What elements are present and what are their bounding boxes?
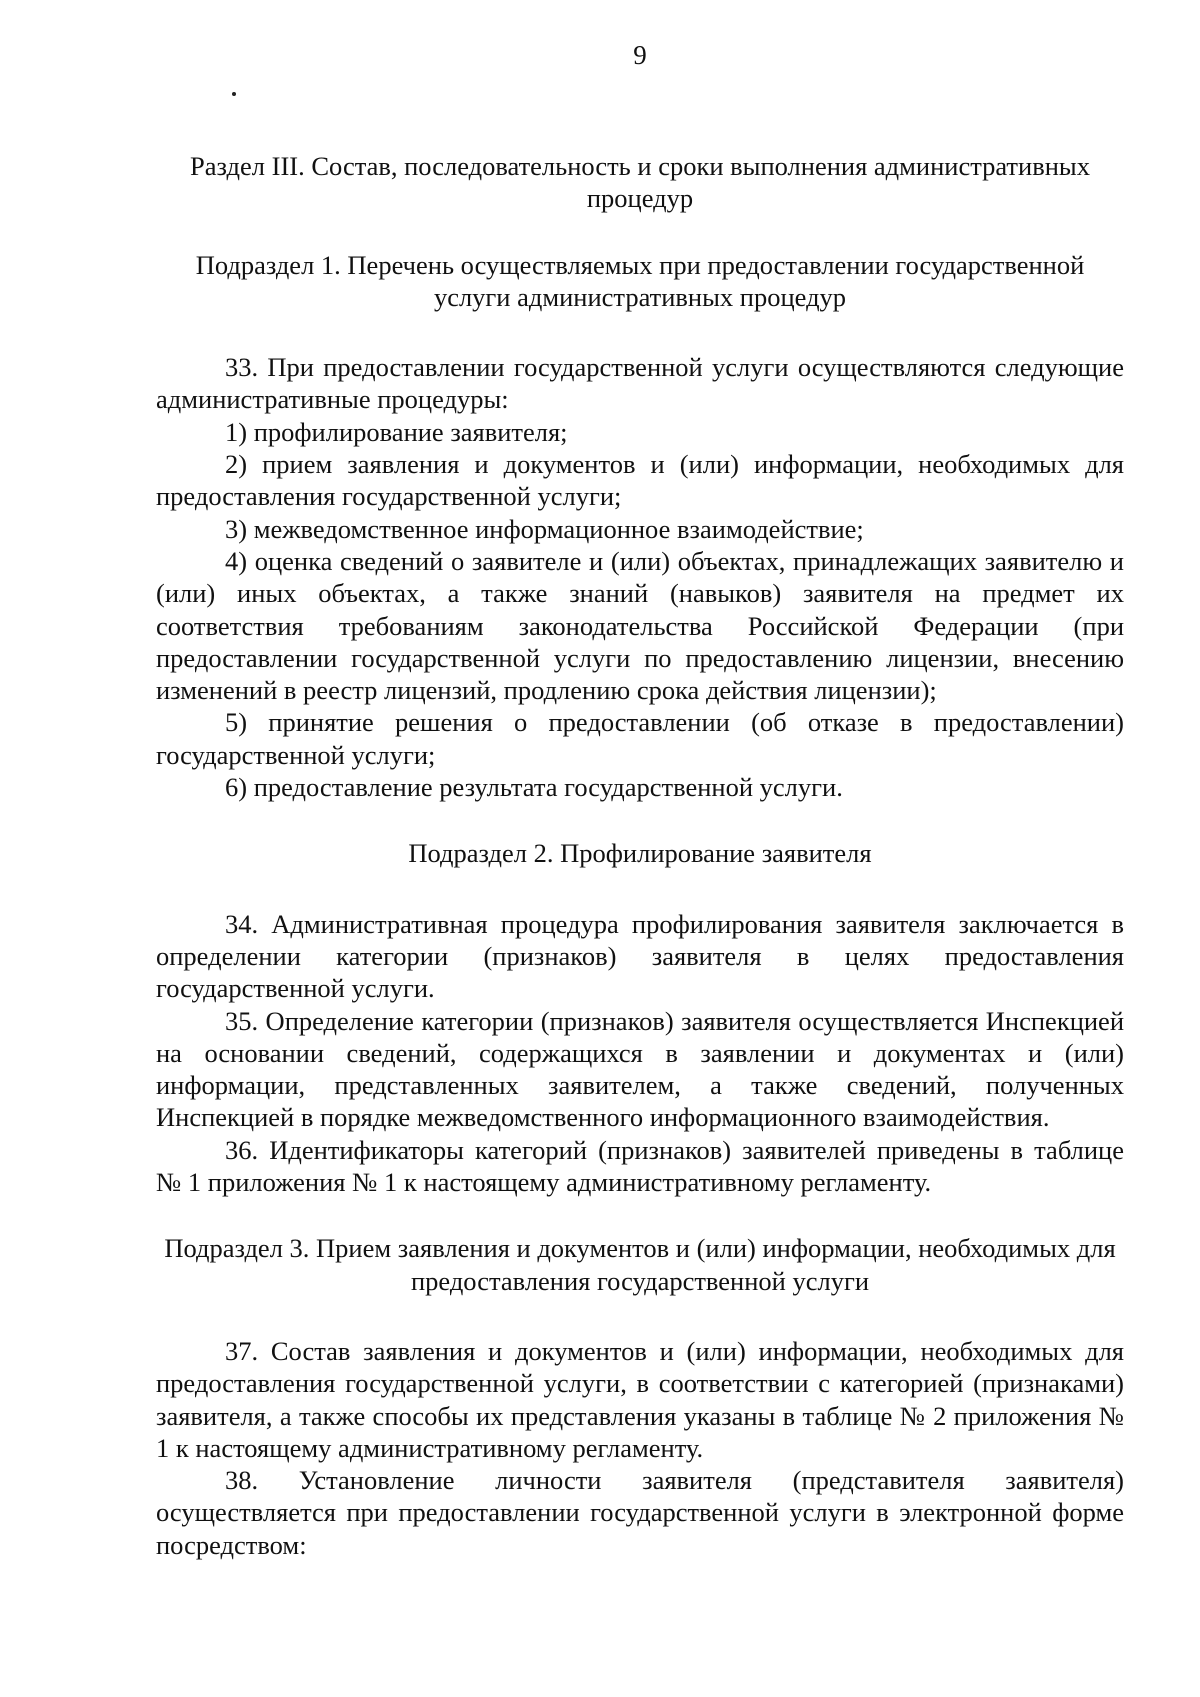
paragraph-33: 33. При предоставлении государственной услуги осуществляются следующие административные процедуры:: [156, 352, 1124, 415]
list-item: 3) межведомственное информационное взаимодействие;: [225, 513, 864, 544]
list-item: 5) принятие решения о предоставлении (об отказе в предоставлении) государственной услуги;: [156, 707, 1124, 770]
subsection-3-title: Подраздел 3. Прием заявления и документов и (или) информации, необходимых для предоставления государственной услуги: [164, 1233, 1116, 1296]
paragraph-34: 34. Административная процедура профилирования заявителя заключается в определении категории (признаков) заявителя в целях предоставления государственной услуги.: [156, 908, 1124, 1004]
document-body: [156, 150, 1124, 1561]
list-item: 4) оценка сведений о заявителе и (или) объектах, принадлежащих заявителю и (или) иных объектах, а также знаний (навыков) заявителя на предмет их соответствия требованиям законодательства Российской Федерации (при предоставлении государственной услуги по предоставлению лицензии, внесению изменений в реестр лицензий, продлению срока действия лицензии);: [156, 545, 1124, 706]
scan-speck: [232, 92, 236, 96]
paragraph-37: 37. Состав заявления и документов и (или) информации, необходимых для предоставления государственной услуги, в соответствии с категорией (признаками) заявителя, а также способы их представления указаны в таблице № 2 приложения № 1 к настоящему административному регламенту.: [156, 1335, 1124, 1463]
paragraph-36: 36. Идентификаторы категорий (признаков) заявителей приведены в таблице № 1 приложения № 1 к настоящему административному регламенту.: [156, 1134, 1124, 1198]
paragraph-38: 38. Установление личности заявителя (представителя заявителя) осуществляется при предоставлении государственной услуги в электронной форме посредством:: [156, 1465, 1124, 1560]
list-item: 2) прием заявления и документов и (или) информации, необходимых для предоставления государственной услуги;: [156, 449, 1124, 512]
paragraph-35: 35. Определение категории (признаков) заявителя осуществляется Инспекцией на основании сведений, содержащихся в заявлении и документах и (или) информации, представленных заявителем, а также сведений, полученных Инспекцией в порядке межведомственного информационного взаимодействия.: [156, 1005, 1124, 1133]
section-title: Раздел III. Состав, последовательность и сроки выполнения административных процедур: [190, 151, 1090, 214]
list-item: 6) предоставление результата государственной услуги.: [225, 772, 843, 803]
subsection-1-title: Подраздел 1. Перечень осуществляемых при предоставлении государственной услуги административных процедур: [195, 249, 1085, 312]
list-item: 1) профилирование заявителя;: [225, 416, 568, 447]
page-number: 9: [633, 40, 647, 70]
subsection-2-title: Подраздел 2. Профилирование заявителя: [408, 838, 872, 869]
